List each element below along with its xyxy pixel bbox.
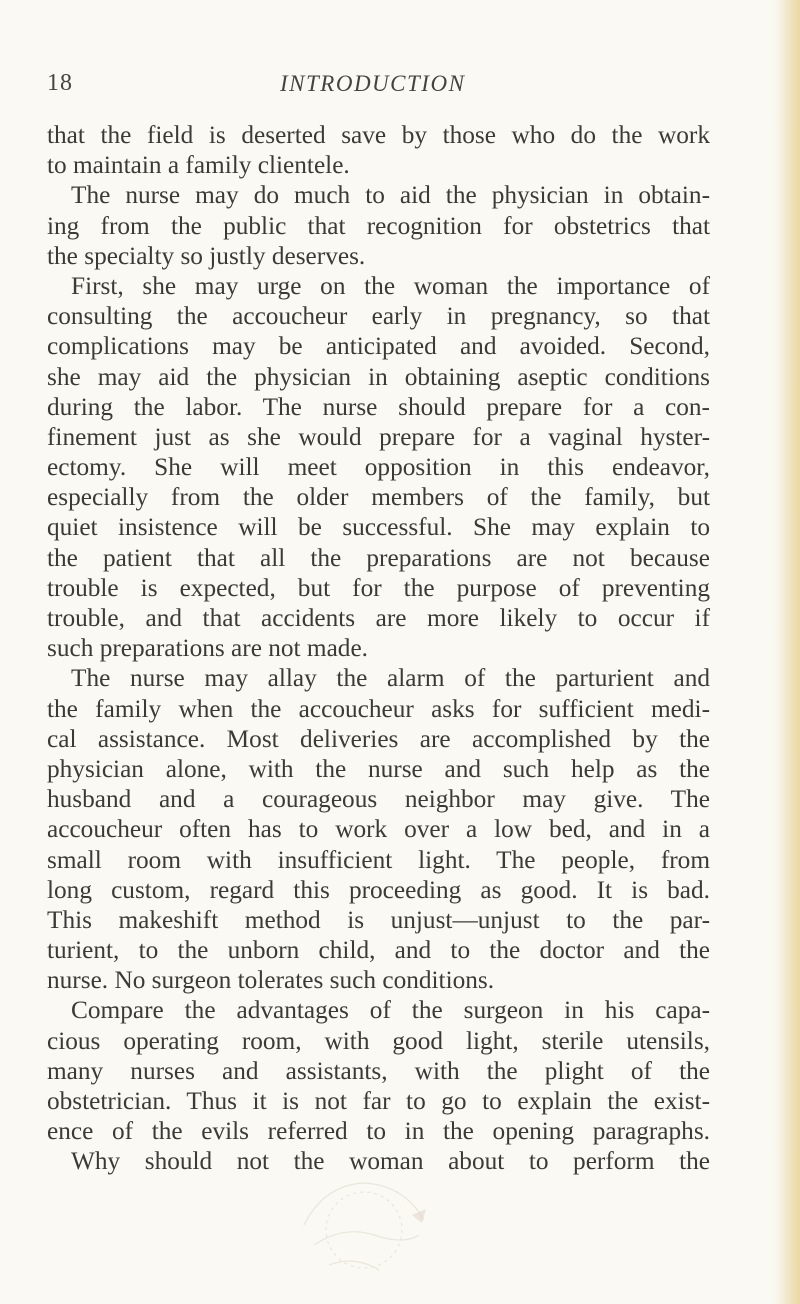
text-line: the family when the accoucheur asks for sufficient medi- (47, 694, 710, 723)
text-line: that the field is deserted save by those who do the work (47, 121, 710, 149)
text-line: she may aid the physician in obtaining aseptic conditions (47, 362, 710, 391)
library-stamp-mark (284, 1165, 444, 1295)
text-line: nurse. No surgeon tolerates such conditions. (47, 966, 495, 995)
running-head: INTRODUCTION (280, 71, 466, 96)
text-line: husband and a courageous neighbor may give. The (47, 785, 710, 814)
text-line: finement just as she would prepare for a vaginal hyster- (47, 422, 710, 451)
text-line: Why should not the woman about to perform the (71, 1147, 710, 1176)
text-line: cal assistance. Most deliveries are accomplished by the (47, 724, 710, 753)
page-header (47, 70, 707, 106)
text-line: turient, to the unborn child, and to the doctor and the (47, 936, 710, 965)
text-line: the patient that all the preparations are not because (47, 543, 710, 572)
text-line: quiet insistence will be successful. She may explain to (47, 513, 710, 542)
body-text (47, 120, 710, 1177)
text-line: Compare the advantages of the surgeon in his capa- (71, 996, 710, 1025)
text-line: complications may be anticipated and avoided. Second, (47, 332, 710, 361)
text-line: obstetrician. Thus it is not far to go to explain the exist- (47, 1087, 710, 1115)
text-line: trouble is expected, but for the purpose of preventing (47, 573, 710, 602)
text-line: trouble, and that accidents are more likely to occur if (47, 604, 710, 632)
text-line: ing from the public that recognition for obstetrics that (47, 211, 710, 240)
page-edge-shadow (778, 0, 800, 1304)
text-line: especially from the older members of the family, but (47, 483, 710, 512)
text-line: small room with insufficient light. The people, from (47, 845, 710, 874)
text-line: ectomy. She will meet opposition in this endeavor, (47, 453, 710, 482)
text-line: ence of the evils referred to in the opening paragraphs. (47, 1117, 710, 1146)
text-line: such preparations are not made. (47, 634, 369, 663)
text-line: long custom, regard this proceeding as good. It is bad. (47, 875, 710, 904)
text-line: The nurse may allay the alarm of the parturient and (71, 664, 710, 693)
page-number: 18 (47, 70, 73, 96)
text-line: to maintain a family clientele. (47, 151, 350, 180)
text-line: the specialty so justly deserves. (47, 241, 366, 270)
text-line: cious operating room, with good light, sterile utensils, (47, 1026, 710, 1055)
text-line: This makeshift method is unjust—unjust to the par- (47, 905, 710, 934)
text-line: accoucheur often has to work over a low bed, and in a (47, 815, 710, 844)
text-line: The nurse may do much to aid the physician in obtain- (71, 181, 710, 210)
text-line: First, she may urge on the woman the importance of (71, 271, 710, 300)
text-line: consulting the accoucheur early in pregnancy, so that (47, 302, 710, 331)
text-line: physician alone, with the nurse and such help as the (47, 754, 710, 783)
text-line: during the labor. The nurse should prepare for a con- (47, 392, 710, 421)
text-line: many nurses and assistants, with the plight of the (47, 1056, 710, 1085)
